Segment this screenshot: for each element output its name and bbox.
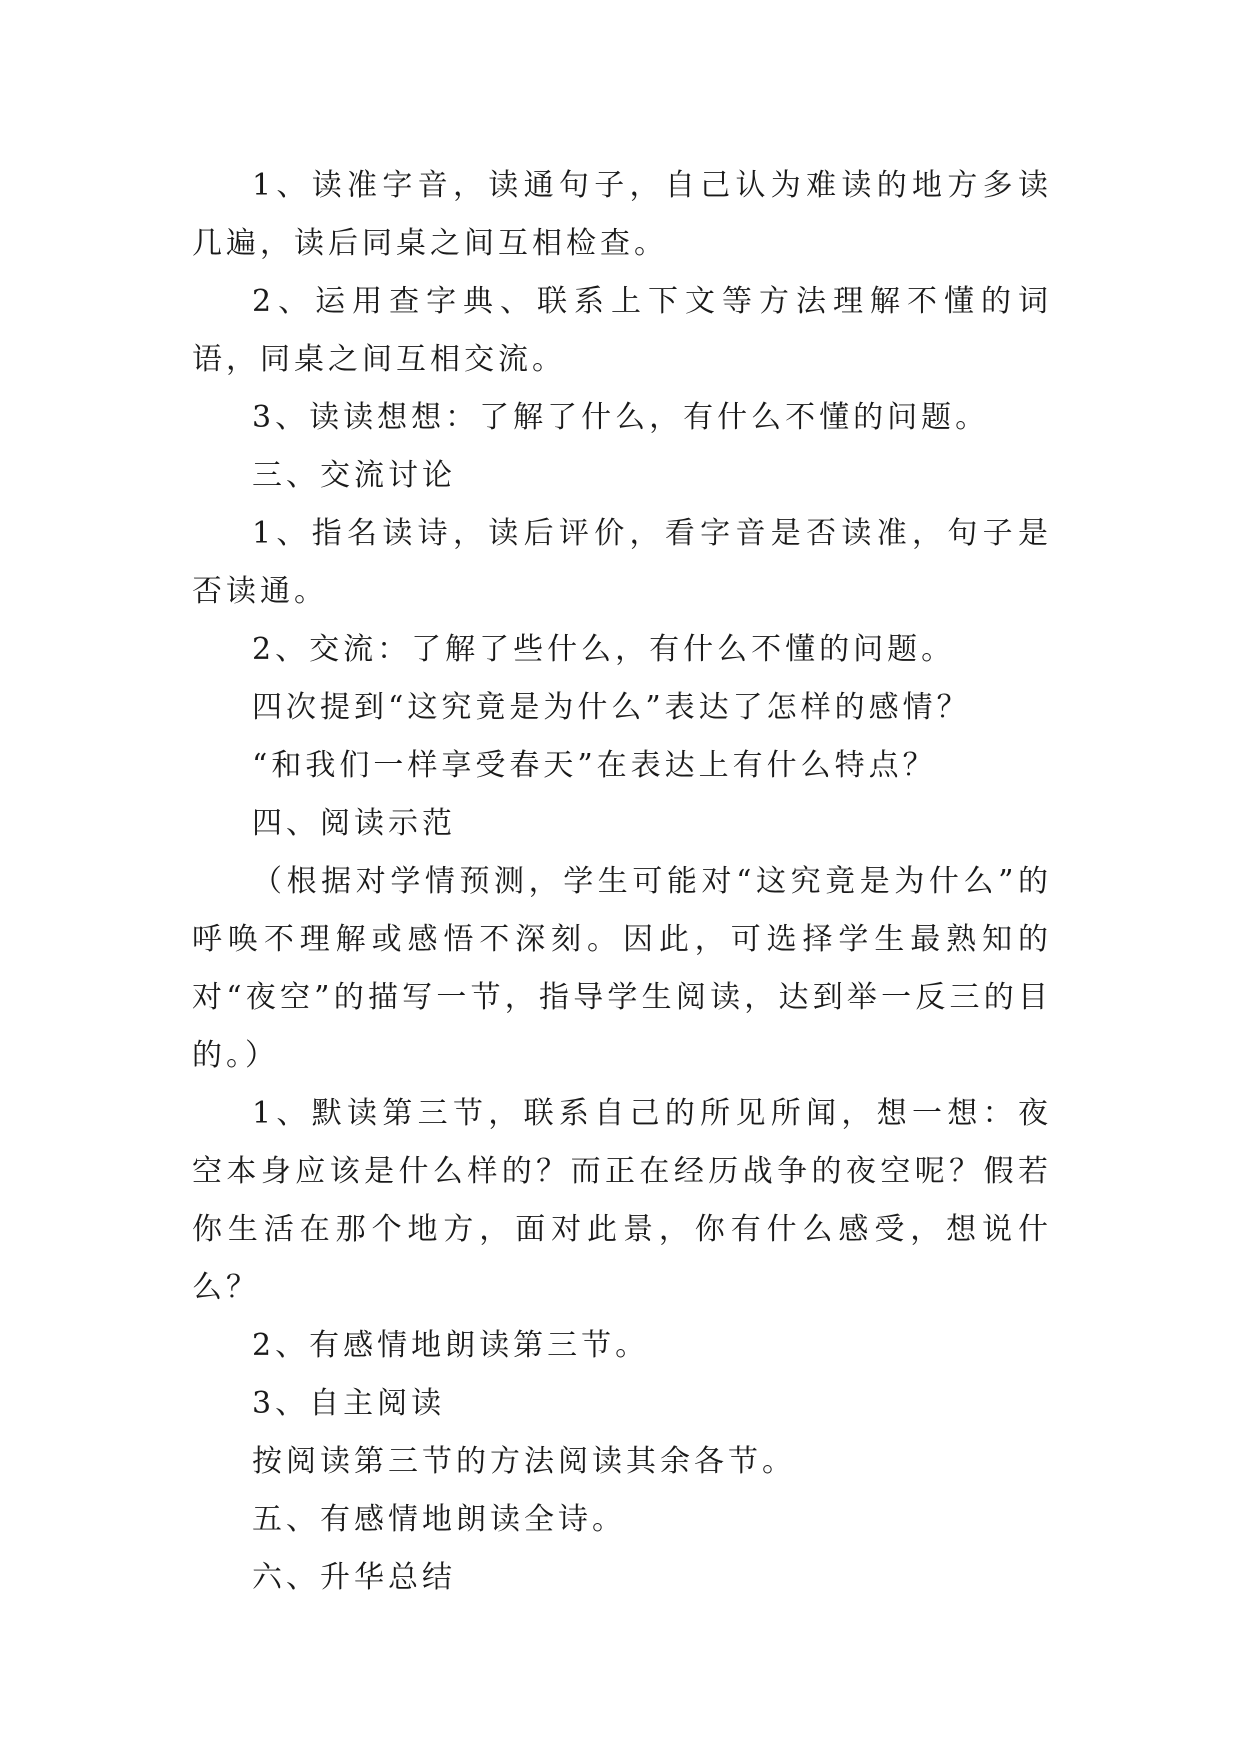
paragraph-read-other-sections: 按阅读第三节的方法阅读其余各节。 <box>252 1444 796 1479</box>
paragraph-exchange: 2、交流：了解了些什么，有什么不懂的问题。 <box>252 632 956 667</box>
section-heading-summary: 六、升华总结 <box>252 1560 456 1595</box>
paragraph-use-dictionary: 2、运用查字典、联系上下文等方法理解不懂的词语，同桌之间互相交流。 <box>192 284 1052 377</box>
paragraph-question-expression: “和我们一样享受春天”在表达上有什么特点？ <box>252 748 937 783</box>
paragraph-read-and-think: 3、读读想想：了解了什么，有什么不懂的问题。 <box>252 400 990 435</box>
paragraph-silent-reading: 1、默读第三节，联系自己的所见所闻，想一想：夜空本身应该是什么样的？而正在经历战争的夜空呢？假若你生活在那个地方，面对此景，你有什么感受，想说什么？ <box>192 1096 1052 1305</box>
section-heading-reading-demo: 四、阅读示范 <box>252 806 456 841</box>
paragraph-read-pronunciation: 1、读准字音，读通句子，自己认为难读的地方多读几遍，读后同桌之间互相检查。 <box>192 168 1052 261</box>
paragraph-note-prediction: （根据对学情预测，学生可能对“这究竟是为什么”的呼唤不理解或感悟不深刻。因此，可选择学生最熟知的对“夜空”的描写一节，指导学生阅读，达到举一反三的目的。） <box>192 864 1052 1073</box>
section-heading-read-whole-poem: 五、有感情地朗读全诗。 <box>252 1502 626 1537</box>
paragraph-self-reading: 3、自主阅读 <box>252 1386 446 1421</box>
section-heading-discussion: 三、交流讨论 <box>252 458 456 493</box>
paragraph-emotional-reading-third: 2、有感情地朗读第三节。 <box>252 1328 650 1363</box>
paragraph-question-emotion: 四次提到“这究竟是为什么”表达了怎样的感情？ <box>252 690 971 725</box>
document-body <box>192 157 1052 1607</box>
paragraph-named-reading: 1、指名读诗，读后评价，看字音是否读准，句子是否读通。 <box>192 516 1052 609</box>
